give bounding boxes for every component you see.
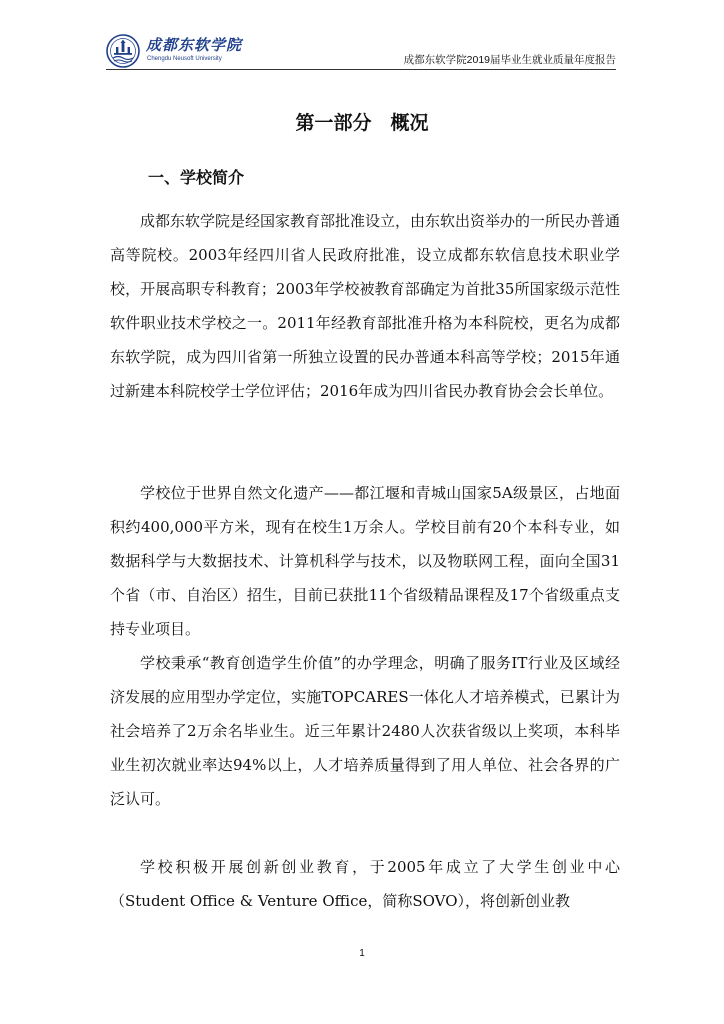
section-heading: 一、学校简介 (148, 168, 245, 187)
body-paragraph: 学校秉承“教育创造学生价值”的办学理念，明确了服务IT行业及区域经济发展的应用型办学定位，实施TOPCARES一体化人才培养模式，已累计为社会培养了2万余名毕业生。近三年累计2480人次获省级以上奖项，本科毕业生初次就业率达94%以上，人才培养质量得到了用人单位、社会各界的广泛认可。 (110, 654, 620, 808)
body-paragraph: 学校积极开展创新创业教育，于2005年成立了大学生创业中心（Student Office & Venture Office，简称SOVO），将创新创业教 (110, 858, 620, 910)
logo-wordmark-chinese: 成都东软学院 (146, 36, 243, 54)
logo-wordmark-english: Chengdu Neusoft University (147, 56, 222, 62)
university-emblem-icon (106, 34, 140, 68)
page-number: 1 (359, 948, 365, 959)
part-title: 第一部分 概况 (295, 112, 429, 134)
header-divider (106, 69, 616, 70)
body-paragraph: 成都东软学院是经国家教育部批准设立，由东软出资举办的一所民办普通高等院校。2003年经四川省人民政府批准，设立成都东软信息技术职业学校，开展高职专科教育；2003年学校被教育部确定为首批35所国家级示范性软件职业技术学校之一。2011年经教育部批准升格为本科院校，更名为成都东软学院，成为四川省第一所独立设置的民办普通本科高等学校；2015年通过新建本科院校学士学位评估；2016年成为四川省民办教育协会会长单位。 (110, 212, 621, 400)
body-paragraph: 学校位于世界自然文化遗产——都江堰和青城山国家5A级景区，占地面积约400,000平方米，现有在校生1万余人。学校目前有20个本科专业，如数据科学与大数据技术、计算机科学与技术，以及物联网工程，面向全国31个省（市、自治区）招生，目前已获批11个省级精品课程及17个省级重点支持专业项目。 (110, 484, 620, 638)
report-header-title: 成都东软学院2019届毕业生就业质量年度报告 (403, 54, 616, 66)
page-header (106, 30, 616, 70)
